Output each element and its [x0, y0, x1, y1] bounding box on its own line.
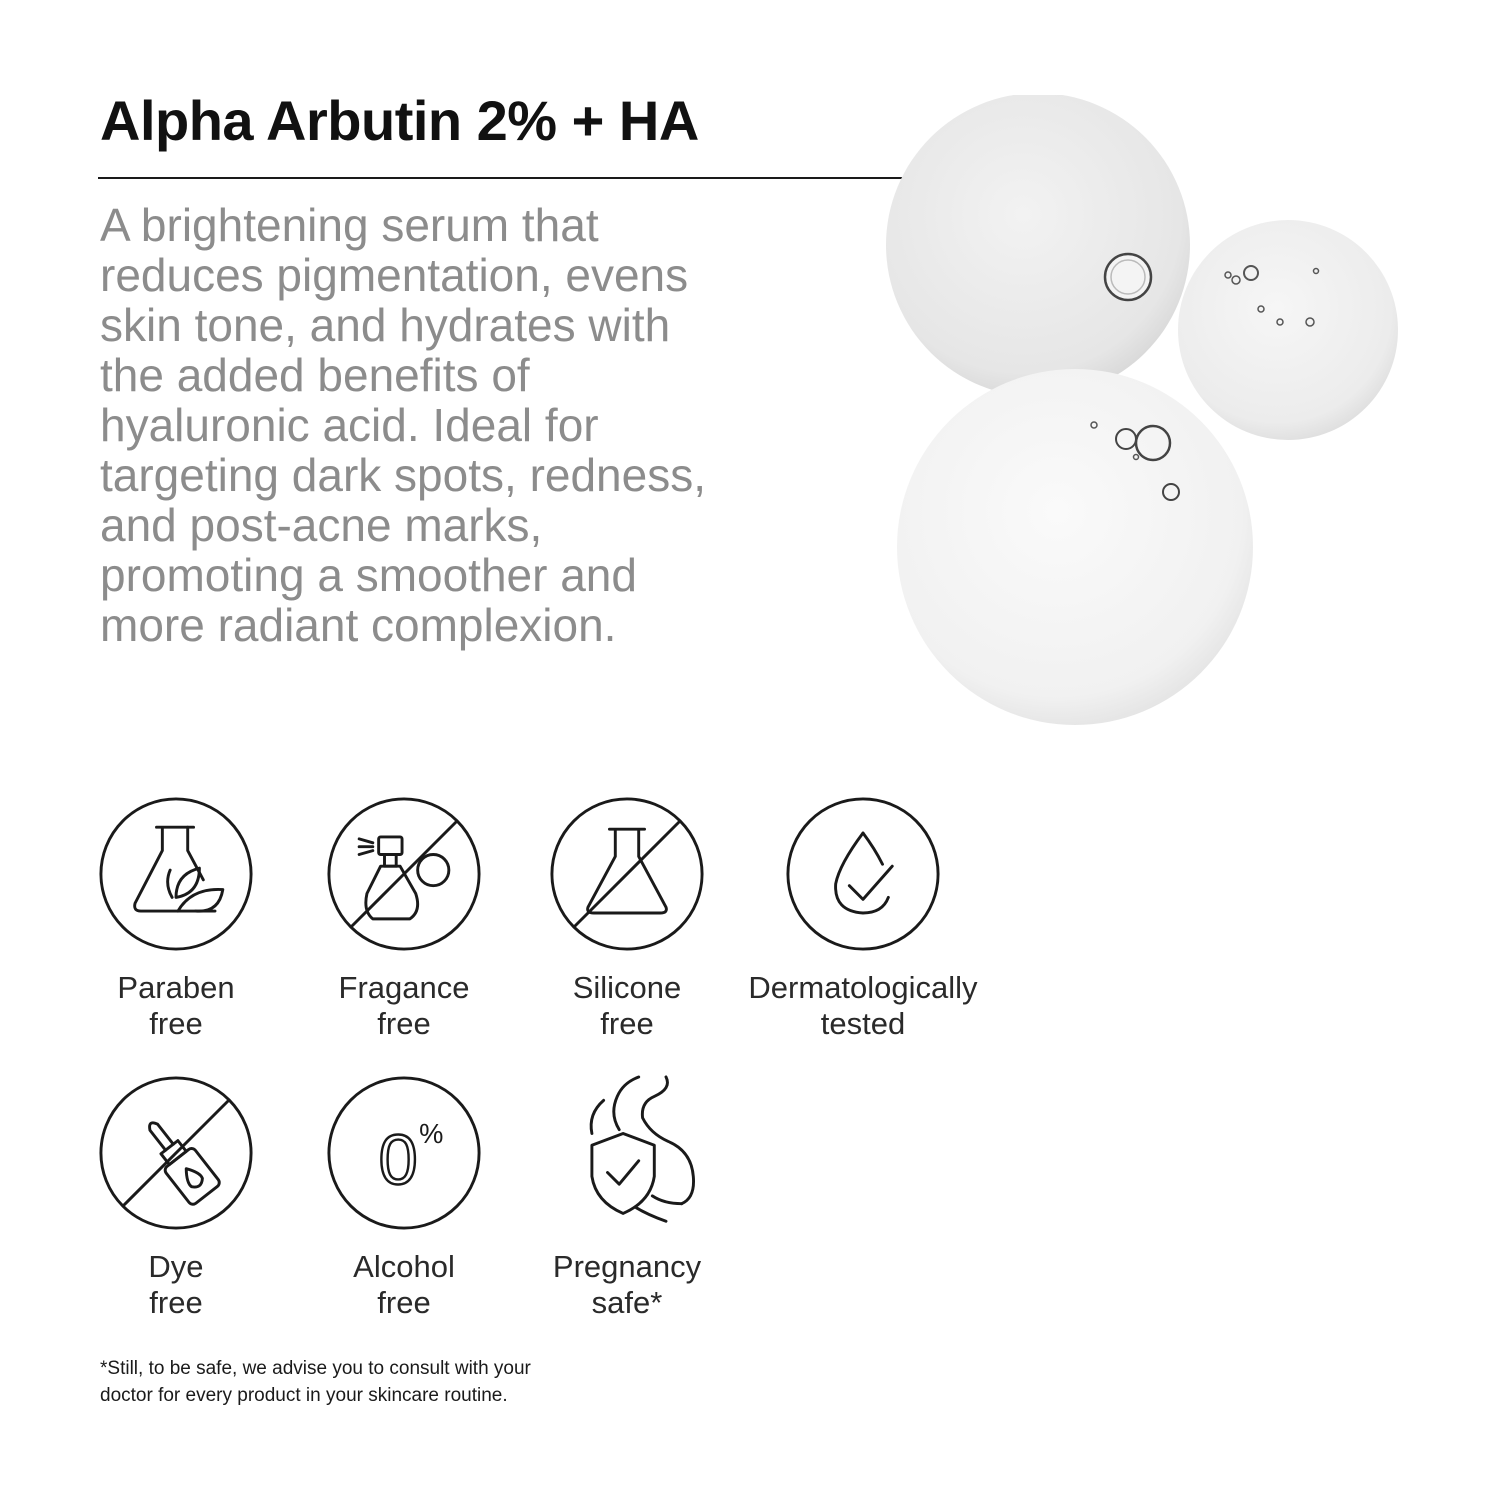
badge-label-line: Pregnancy	[552, 1249, 702, 1284]
product-description	[100, 200, 800, 650]
badge-label-line: Alcohol	[353, 1249, 455, 1284]
footnote-line: doctor for every product in your skincare routine.	[100, 1385, 508, 1406]
badge-label-line: tested	[820, 1006, 906, 1041]
badge-label-line: Paraben	[117, 970, 235, 1005]
paraben-free-icon	[98, 796, 254, 952]
description-line: and post-acne marks,	[100, 499, 543, 551]
description-line: skin tone, and hydrates with	[100, 299, 671, 351]
percent-glyph: %	[419, 1118, 444, 1150]
title-divider	[98, 177, 1005, 179]
serum-drop-small	[1178, 220, 1398, 440]
badge-dye-free	[46, 1075, 306, 1321]
badge-alcohol-free	[274, 1075, 534, 1321]
description-line: promoting a smoother and	[100, 549, 637, 601]
serum-drop-medium	[897, 369, 1253, 725]
badge-silicone-free	[497, 796, 757, 1042]
pregnancy-safe-icon	[549, 1075, 705, 1231]
badge-label-line: Dermatologically	[748, 970, 978, 1005]
badge-label-line: free	[377, 1285, 431, 1320]
badge-label-line: safe*	[591, 1285, 663, 1320]
badge-label-line: Dye	[148, 1249, 204, 1284]
footnote	[100, 1355, 531, 1409]
description-line: the added benefits of	[100, 349, 530, 401]
badge-label-line: Fragance	[338, 970, 470, 1005]
alcohol-free-icon	[326, 1075, 482, 1231]
badge-label	[497, 970, 757, 1042]
dermatologically-tested-icon	[785, 796, 941, 952]
description-line: more radiant complexion.	[100, 599, 617, 651]
badge-label-line: free	[149, 1006, 203, 1041]
serum-drop-large	[886, 95, 1190, 397]
description-line: A brightening serum that	[100, 199, 599, 251]
badge-label	[733, 970, 993, 1042]
footnote-line: *Still, to be safe, we advise you to consult with your	[100, 1358, 531, 1379]
badge-label	[274, 970, 534, 1042]
badge-label	[497, 1249, 757, 1321]
badge-fragrance-free	[274, 796, 534, 1042]
zero-glyph: 0	[378, 1120, 418, 1200]
badge-label	[46, 1249, 306, 1321]
fragrance-free-icon	[326, 796, 482, 952]
badge-label-line: free	[149, 1285, 203, 1320]
badge-label	[46, 970, 306, 1042]
dye-free-icon	[98, 1075, 254, 1231]
description-line: targeting dark spots, redness,	[100, 449, 706, 501]
description-line: hyaluronic acid. Ideal for	[100, 399, 599, 451]
badge-label	[274, 1249, 534, 1321]
serum-drops-image	[870, 95, 1410, 725]
product-title: Alpha Arbutin 2% + HA	[100, 89, 699, 152]
badge-label-line: free	[600, 1006, 654, 1041]
badge-pregnancy-safe	[497, 1075, 757, 1321]
silicone-free-icon	[549, 796, 705, 952]
badge-paraben-free	[46, 796, 306, 1042]
badge-label-line: Silicone	[572, 970, 682, 1005]
description-line: reduces pigmentation, evens	[100, 249, 689, 301]
badge-dermatologically-tested	[733, 796, 993, 1042]
badge-label-line: free	[377, 1006, 431, 1041]
